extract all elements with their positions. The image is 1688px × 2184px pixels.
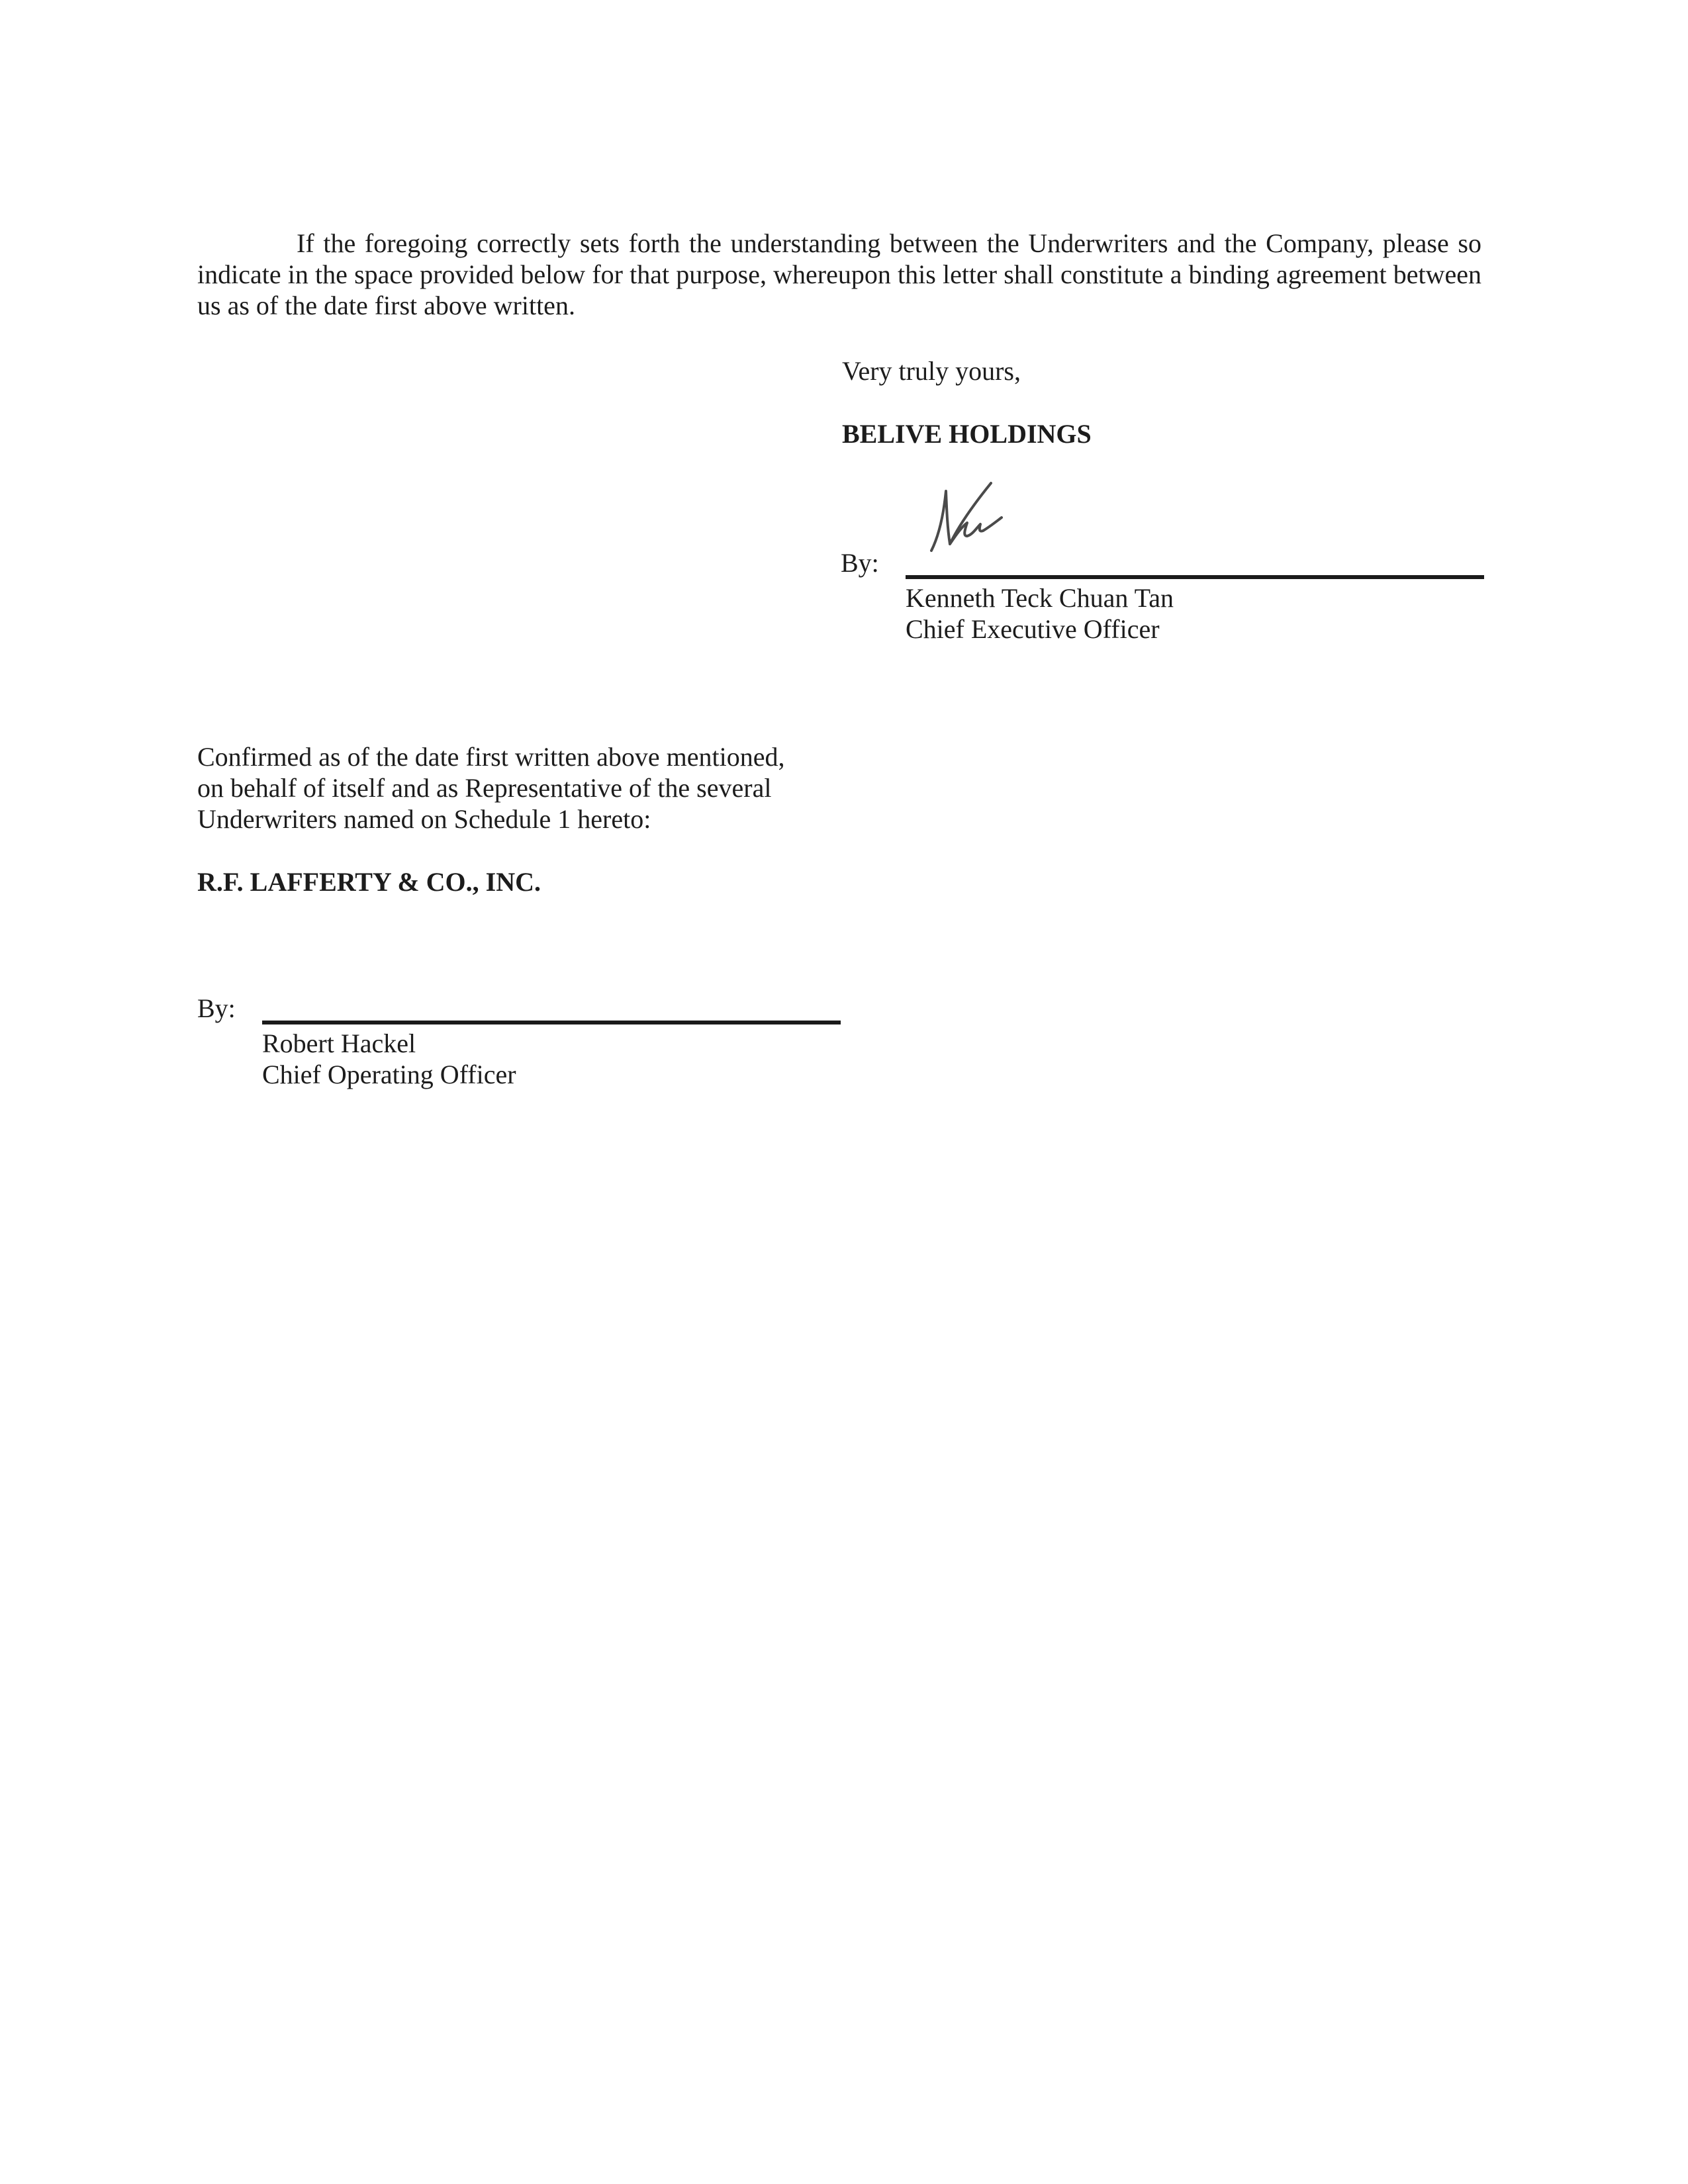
- closing-paragraph: If the foregoing correctly sets forth the understanding between the Underwriters and the Company, please so indicate in the space provided below for that purpose, whereupon this letter shall constitute a binding agreement between us as of the date first above written.: [197, 228, 1481, 320]
- underwriter-signatory-title: Chief Operating Officer: [262, 1060, 516, 1089]
- valediction: Very truly yours,: [842, 356, 1021, 386]
- underwriter-signature-line: [262, 1021, 841, 1024]
- handwritten-signature: [923, 471, 1009, 554]
- confirmation-line-1: Confirmed as of the date first written above mentioned,: [197, 742, 785, 772]
- underwriter-name: R.F. LAFFERTY & CO., INC.: [197, 867, 541, 897]
- company-by-label: By:: [841, 548, 879, 578]
- company-name: BELIVE HOLDINGS: [842, 419, 1092, 449]
- underwriter-by-label: By:: [197, 993, 236, 1023]
- company-signatory-title: Chief Executive Officer: [906, 614, 1160, 644]
- confirmation-line-2: on behalf of itself and as Representative of the several: [197, 773, 772, 803]
- underwriter-signatory-name: Robert Hackel: [262, 1028, 416, 1058]
- company-signature-line: [906, 575, 1484, 579]
- company-signatory-name: Kenneth Teck Chuan Tan: [906, 583, 1174, 613]
- confirmation-line-3: Underwriters named on Schedule 1 hereto:: [197, 804, 651, 834]
